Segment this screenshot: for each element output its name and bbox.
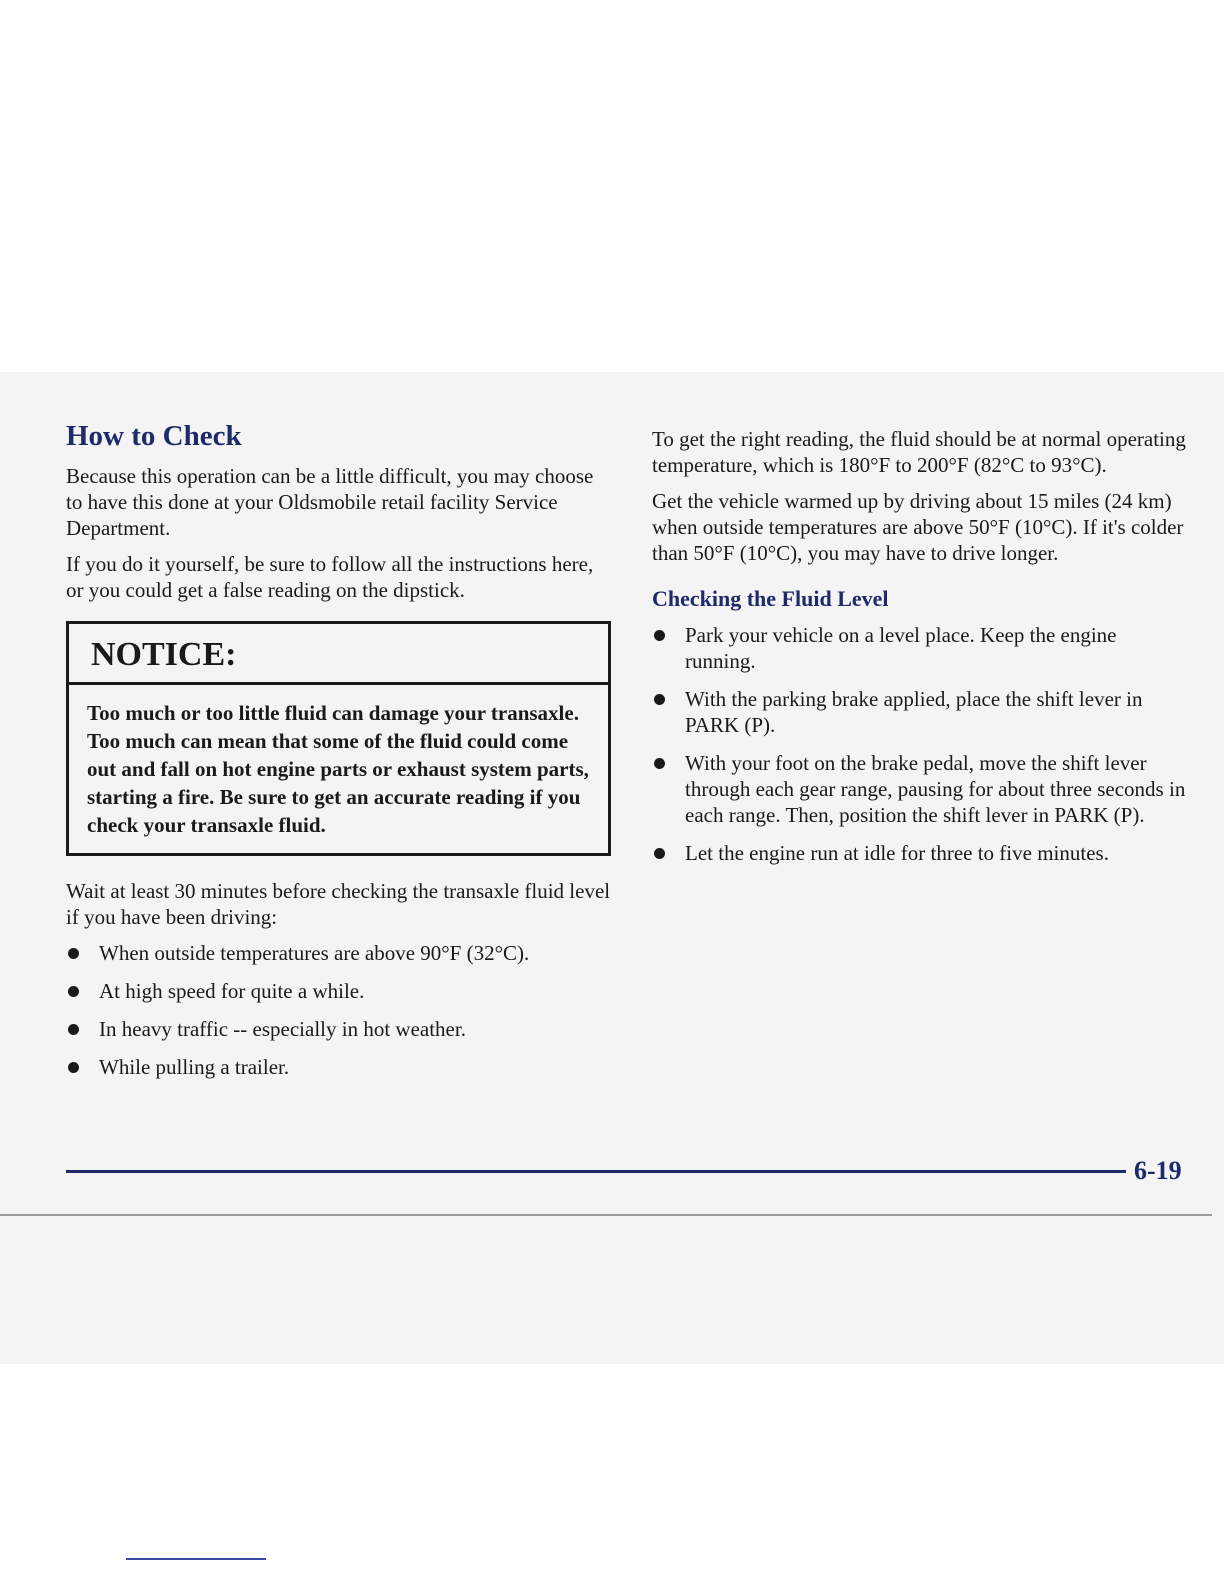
condition-list [66,940,611,1080]
warmup-paragraph: Get the vehicle warmed up by driving about 15 miles (24 km) when outside temperatures are above 50°F (10°C). If it's colder than 50°F (10°C), you may have to drive longer. [652,489,1184,565]
list-item [66,1016,611,1042]
bullet-icon [68,986,79,997]
sub-heading: Checking the Fluid Level [652,586,889,611]
list-item [652,840,1187,866]
right-column [652,426,1187,878]
notice-box [66,621,611,856]
bullet-icon [654,630,665,641]
notice-title: NOTICE: [69,624,608,685]
section-heading: How to Check [66,420,242,452]
list-item-text: Park your vehicle on a level place. Keep the engine running. [685,623,1117,673]
left-column [66,420,611,1092]
list-item-text: Let the engine run at idle for three to five minutes. [685,841,1109,865]
list-item [66,1054,611,1080]
wait-paragraph: Wait at least 30 minutes before checking the transaxle fluid level if you have been driving: [66,879,611,929]
bullet-icon [654,848,665,859]
page-edge-rule [0,1214,1212,1216]
list-item [66,978,611,1004]
list-item-text: At high speed for quite a while. [99,979,365,1003]
intro-paragraph: Because this operation can be a little difficult, you may choose to have this done at your Oldsmobile retail facility Service Department. [66,464,594,540]
list-item-text: With the parking brake applied, place the shift lever in PARK (P). [685,687,1143,737]
list-item [652,622,1187,674]
page-number: 6-19 [1134,1156,1182,1185]
steps-list [652,622,1187,866]
list-item-text: When outside temperatures are above 90°F (32°C). [99,941,530,965]
intro-paragraph: If you do it yourself, be sure to follow all the instructions here, or you could get a false reading on the dipstick. [66,552,594,602]
notice-body: Too much or too little fluid can damage your transaxle. Too much can mean that some of the fluid could come out and fall on hot engine parts or exhaust system parts, starting a fire. Be sure to get an accurate reading if you check your transaxle fluid. [87,701,589,837]
bullet-icon [68,1024,79,1035]
list-item [66,940,611,966]
list-item-text: While pulling a trailer. [99,1055,290,1079]
bullet-icon [654,758,665,769]
list-item-text: With your foot on the brake pedal, move the shift lever through each gear range, pausing for about three seconds in each range. Then, position the shift lever in PARK (P). [685,751,1186,827]
scan-mark [126,1558,266,1560]
bullet-icon [68,948,79,959]
temperature-paragraph: To get the right reading, the fluid should be at normal operating temperature, which is 180°F to 200°F (82°C to 93°C). [652,427,1186,477]
bullet-icon [68,1062,79,1073]
list-item [652,750,1187,828]
footer-rule [66,1170,1126,1173]
list-item-text: In heavy traffic -- especially in hot weather. [99,1017,466,1041]
bullet-icon [654,694,665,705]
list-item [652,686,1187,738]
